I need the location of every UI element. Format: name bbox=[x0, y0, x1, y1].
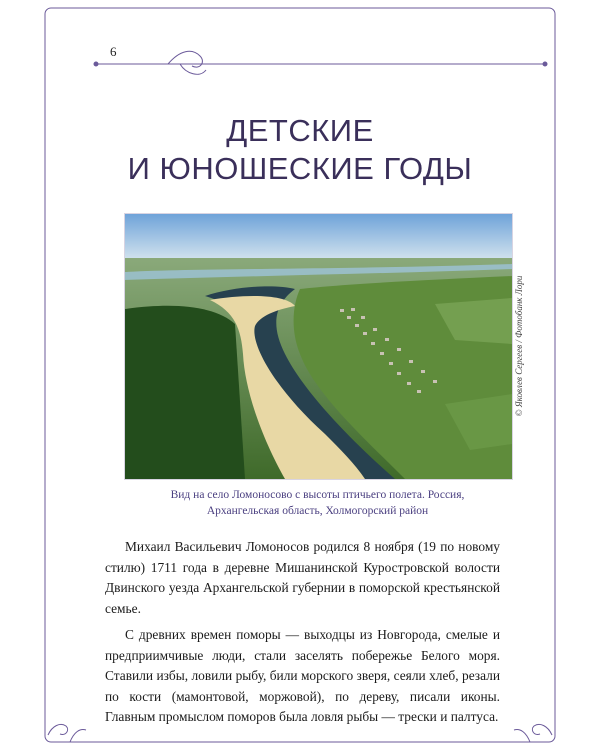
page-number: 6 bbox=[110, 44, 117, 59]
header-ornament bbox=[94, 51, 547, 74]
photo-caption bbox=[130, 487, 505, 519]
caption-line-1: Вид на село Ломоносово с высоты птичьего полета. Россия, bbox=[170, 489, 465, 501]
body-text bbox=[105, 537, 500, 728]
chapter-title bbox=[60, 112, 540, 188]
paragraph-2: С древних времен поморы — выходцы из Новгорода, смелые и предприимчивые люди, стали заселять побережье Белого моря. Ставили избы, ловили рыбу, били морского зверя, сеяли хлеб, резали по кости (мамонтовой, моржовой), по дереву, писали иконы. Главным промыслом поморов была ловля рыбы — трески и палтуса. bbox=[105, 627, 500, 724]
caption-line-2: Архангельская область, Холмогорский район bbox=[206, 505, 429, 517]
aerial-river-photo bbox=[124, 213, 513, 480]
paragraph-1: Михаил Васильевич Ломоносов родился 8 ноября (19 по новому стилю) 1711 года в деревне Мишанинской Куростровской волости Двинского уезда Архангельской губернии в поморской крестьянской семье. bbox=[105, 539, 500, 616]
photo-credit: © Яковлев Сергеев / Фотобанк Лори bbox=[514, 275, 524, 417]
chapter-title-line-1: ДЕТСКИЕ bbox=[226, 113, 374, 148]
chapter-title-line-2: И ЮНОШЕСКИЕ ГОДЫ bbox=[127, 151, 473, 186]
